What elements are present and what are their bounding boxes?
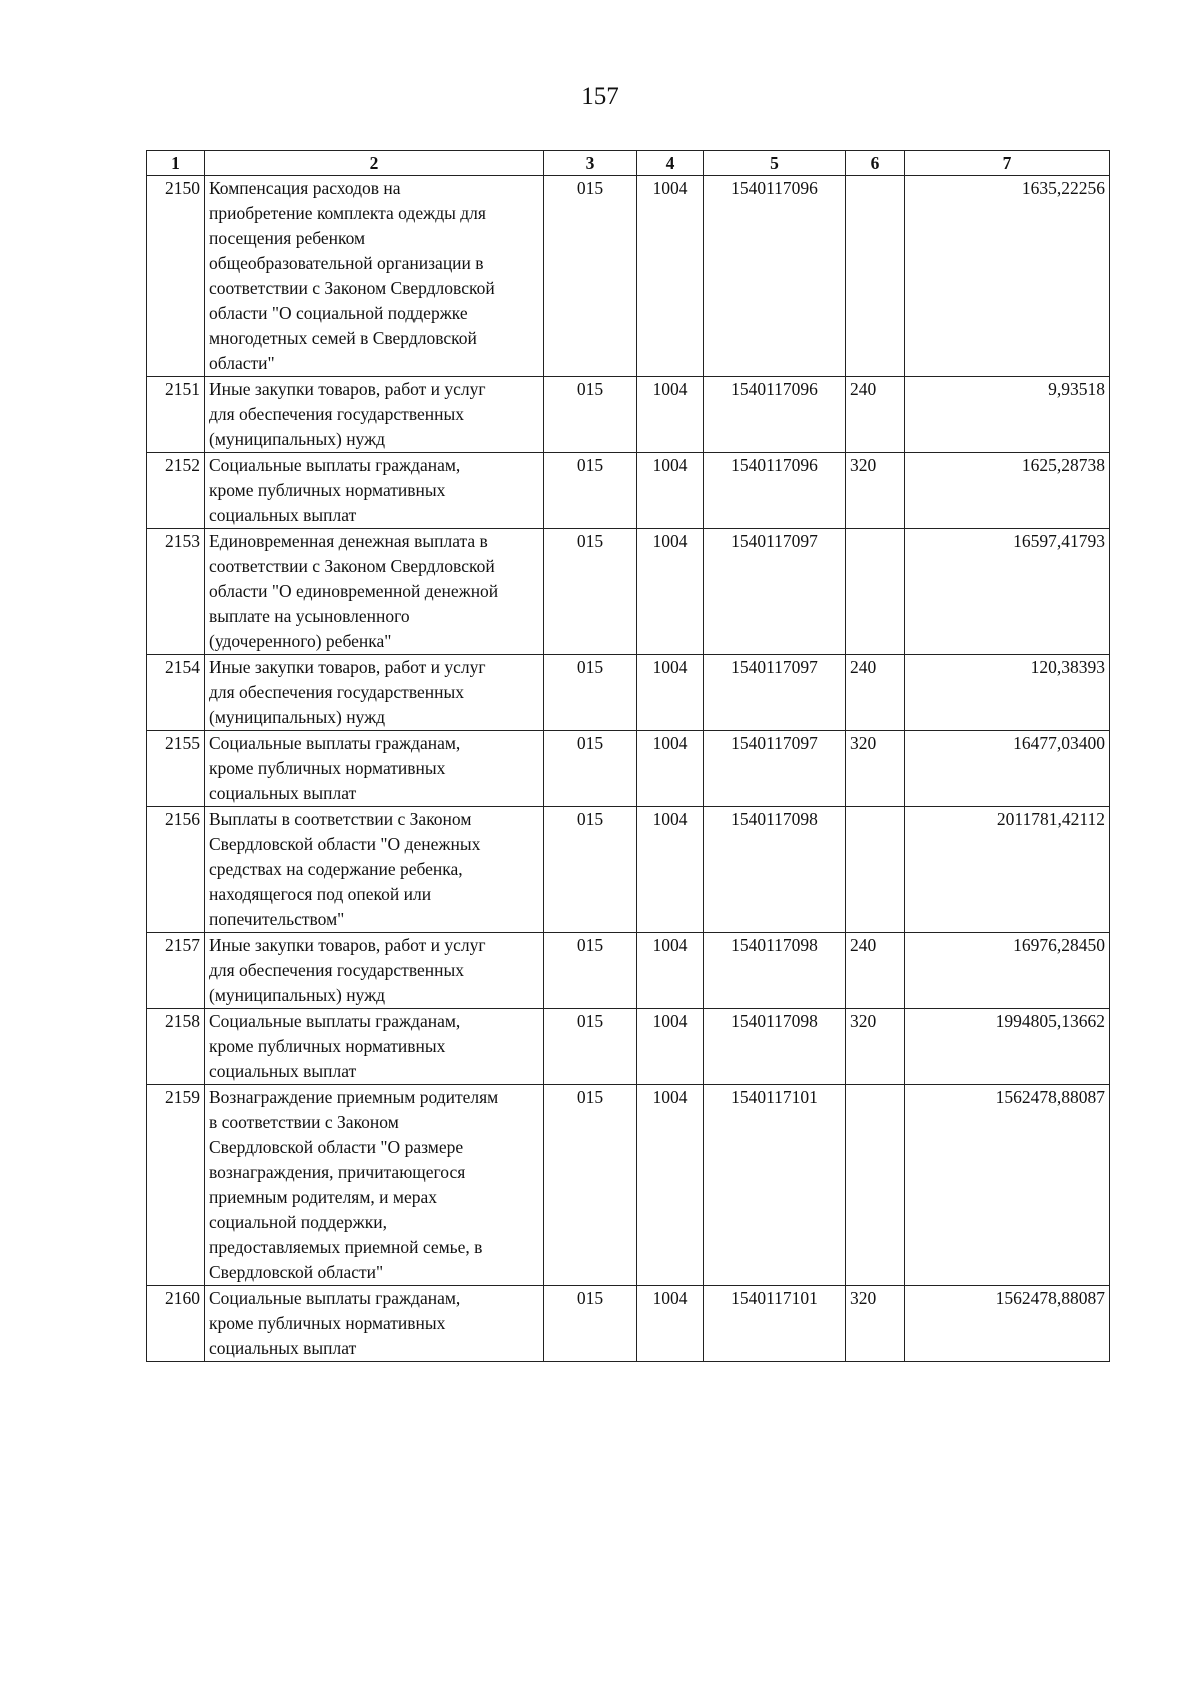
row-section-code: 1004 [637,176,704,377]
row-name-line: находящегося под опекой или [209,884,432,904]
row-name-line: в соответствии с Законом [209,1112,399,1132]
row-amount: 16597,41793 [905,529,1110,655]
row-amount: 1994805,13662 [905,1009,1110,1085]
row-number: 2159 [147,1085,205,1286]
row-amount: 1635,22256 [905,176,1110,377]
header-col-1: 1 [147,151,205,176]
row-gr-code: 015 [544,655,637,731]
header-col-5: 5 [704,151,846,176]
row-name-line: вознаграждения, причитающегося [209,1162,466,1182]
row-gr-code: 015 [544,529,637,655]
row-name-line: (удочеренного) ребенка" [209,631,392,651]
row-section-code: 1004 [637,933,704,1009]
table-row [147,1009,1110,1085]
row-name-line: кроме публичных нормативных [209,1036,446,1056]
header-col-7: 7 [905,151,1110,176]
row-expense-type [846,529,905,655]
row-name-line: социальных выплат [209,1061,357,1081]
row-name [205,377,544,453]
row-section-code: 1004 [637,1286,704,1362]
row-name [205,731,544,807]
table-row [147,529,1110,655]
row-target-code: 1540117097 [704,655,846,731]
row-number: 2152 [147,453,205,529]
row-amount: 120,38393 [905,655,1110,731]
row-name-line: Иные закупки товаров, работ и услуг [209,379,486,399]
row-name-line: Социальные выплаты гражданам, [209,1288,461,1308]
row-name-line: (муниципальных) нужд [209,429,386,449]
table-row [147,176,1110,377]
row-section-code: 1004 [637,807,704,933]
row-name [205,1286,544,1362]
row-expense-type: 320 [846,731,905,807]
budget-table [146,150,1110,1362]
row-name-line: для обеспечения государственных [209,960,464,980]
row-expense-type [846,807,905,933]
header-row [147,151,1110,176]
table-row [147,1286,1110,1362]
row-name-line: области "О единовременной денежной [209,581,499,601]
header-col-3: 3 [544,151,637,176]
row-name-line: приобретение комплекта одежды для [209,203,486,223]
row-name-line: кроме публичных нормативных [209,480,446,500]
row-name-line: Социальные выплаты гражданам, [209,733,461,753]
row-name-line: социальных выплат [209,505,357,525]
row-expense-type: 240 [846,655,905,731]
row-name-line: социальных выплат [209,1338,357,1358]
row-target-code: 1540117101 [704,1286,846,1362]
row-gr-code: 015 [544,1286,637,1362]
row-number: 2157 [147,933,205,1009]
row-gr-code: 015 [544,453,637,529]
row-name-line: социальной поддержки, [209,1212,388,1232]
row-amount: 1625,28738 [905,453,1110,529]
row-name-line: средствах на содержание ребенка, [209,859,463,879]
row-name-line: (муниципальных) нужд [209,707,386,727]
row-name [205,933,544,1009]
row-expense-type [846,1085,905,1286]
row-gr-code: 015 [544,1085,637,1286]
row-target-code: 1540117096 [704,176,846,377]
row-expense-type [846,176,905,377]
row-target-code: 1540117097 [704,731,846,807]
header-col-2: 2 [205,151,544,176]
row-name [205,176,544,377]
row-section-code: 1004 [637,1085,704,1286]
row-name-line: Свердловской области "О размере [209,1137,464,1157]
row-target-code: 1540117098 [704,807,846,933]
row-number: 2154 [147,655,205,731]
row-name-line: кроме публичных нормативных [209,758,446,778]
row-name-line: Выплаты в соответствии с Законом [209,809,472,829]
row-section-code: 1004 [637,377,704,453]
row-name-line: Вознаграждение приемным родителям [209,1087,499,1107]
row-name-line: посещения ребенком [209,228,366,248]
row-number: 2155 [147,731,205,807]
table-body [147,176,1110,1362]
row-gr-code: 015 [544,933,637,1009]
row-section-code: 1004 [637,453,704,529]
row-name-line: Иные закупки товаров, работ и услуг [209,657,486,677]
page-number: 157 [581,83,619,110]
row-section-code: 1004 [637,655,704,731]
row-section-code: 1004 [637,1009,704,1085]
row-expense-type: 240 [846,933,905,1009]
row-name [205,529,544,655]
row-name-line: выплате на усыновленного [209,606,410,626]
row-name-line: области "О социальной поддержке [209,303,468,323]
row-name-line: области" [209,353,275,373]
row-name-line: общеобразовательной организации в [209,253,484,273]
row-target-code: 1540117096 [704,377,846,453]
row-name-line: кроме публичных нормативных [209,1313,446,1333]
row-name-line: соответствии с Законом Свердловской [209,556,495,576]
row-target-code: 1540117096 [704,453,846,529]
row-expense-type: 320 [846,1009,905,1085]
row-gr-code: 015 [544,807,637,933]
table-row [147,377,1110,453]
row-amount: 9,93518 [905,377,1110,453]
header-col-4: 4 [637,151,704,176]
row-name-line: соответствии с Законом Свердловской [209,278,495,298]
row-name-line: для обеспечения государственных [209,682,464,702]
table-row [147,1085,1110,1286]
row-name-line: для обеспечения государственных [209,404,464,424]
row-target-code: 1540117101 [704,1085,846,1286]
row-name [205,807,544,933]
table-row [147,655,1110,731]
row-name-line: Свердловской области "О денежных [209,834,481,854]
row-name-line: Компенсация расходов на [209,178,401,198]
row-name-line: Единовременная денежная выплата в [209,531,488,551]
header-col-6: 6 [846,151,905,176]
row-target-code: 1540117097 [704,529,846,655]
row-name [205,1009,544,1085]
row-expense-type: 320 [846,1286,905,1362]
table-row [147,933,1110,1009]
row-name-line: приемным родителям, и мерах [209,1187,438,1207]
row-gr-code: 015 [544,731,637,807]
row-number: 2158 [147,1009,205,1085]
row-expense-type: 320 [846,453,905,529]
row-target-code: 1540117098 [704,1009,846,1085]
row-number: 2153 [147,529,205,655]
row-number: 2151 [147,377,205,453]
row-name [205,1085,544,1286]
table-row [147,731,1110,807]
table-row [147,807,1110,933]
row-name-line: Социальные выплаты гражданам, [209,1011,461,1031]
row-number: 2156 [147,807,205,933]
row-name-line: Иные закупки товаров, работ и услуг [209,935,486,955]
row-gr-code: 015 [544,176,637,377]
row-name-line: Свердловской области" [209,1262,384,1282]
row-name-line: социальных выплат [209,783,357,803]
row-number: 2160 [147,1286,205,1362]
row-expense-type: 240 [846,377,905,453]
row-amount: 1562478,88087 [905,1085,1110,1286]
row-target-code: 1540117098 [704,933,846,1009]
row-amount: 16477,03400 [905,731,1110,807]
row-gr-code: 015 [544,377,637,453]
row-amount: 1562478,88087 [905,1286,1110,1362]
row-name [205,453,544,529]
row-name-line: многодетных семей в Свердловской [209,328,477,348]
row-name-line: попечительством" [209,909,345,929]
row-amount: 2011781,42112 [905,807,1110,933]
row-name-line: предоставляемых приемной семье, в [209,1237,483,1257]
row-name-line: (муниципальных) нужд [209,985,386,1005]
row-name-line: Социальные выплаты гражданам, [209,455,461,475]
table-row [147,453,1110,529]
row-number: 2150 [147,176,205,377]
row-amount: 16976,28450 [905,933,1110,1009]
row-section-code: 1004 [637,731,704,807]
row-gr-code: 015 [544,1009,637,1085]
row-section-code: 1004 [637,529,704,655]
row-name [205,655,544,731]
